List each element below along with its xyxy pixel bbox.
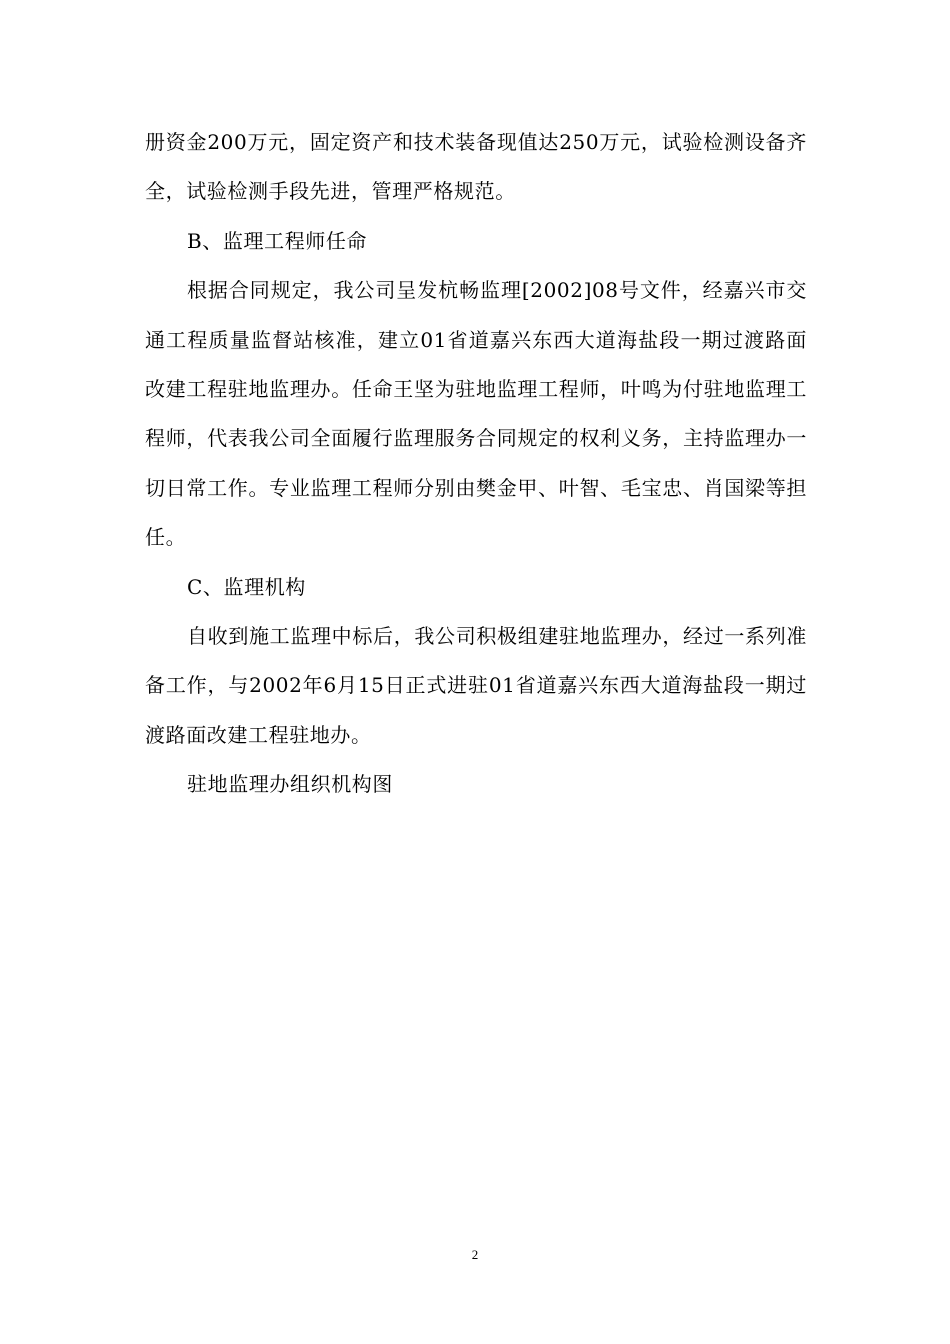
paragraph-appointment-details: 根据合同规定，我公司呈发杭畅监理[2002]08号文件，经嘉兴市交通工程质量监督站核准，建立01省道嘉兴东西大道海盐段一期过渡路面改建工程驻地监理办。任命王坚为驻地监理工程师，叶鸣为付驻地监理工程师，代表我公司全面履行监理服务合同规定的权利义务，主持监理办一切日常工作。专业监理工程师分别由樊金甲、叶智、毛宝忠、肖国梁等担任。: [145, 278, 807, 550]
heading-supervision-organization: C、监理机构: [187, 574, 306, 599]
heading-org-chart: 驻地监理办组织机构图: [187, 772, 393, 797]
paragraph-registered-capital: 册资金200万元，固定资产和技术装备现值达250万元，试验检测设备齐全，试验检测手段先进，管理严格规范。: [145, 130, 807, 204]
body-text: [145, 118, 807, 810]
page-number: 2: [471, 1247, 479, 1262]
heading-engineer-appointment: B、监理工程师任命: [187, 228, 368, 253]
paragraph-organization-setup: 自收到施工监理中标后，我公司积极组建驻地监理办，经过一系列准备工作，与2002年6月15日正式进驻01省道嘉兴东西大道海盐段一期过渡路面改建工程驻地办。: [145, 624, 807, 747]
